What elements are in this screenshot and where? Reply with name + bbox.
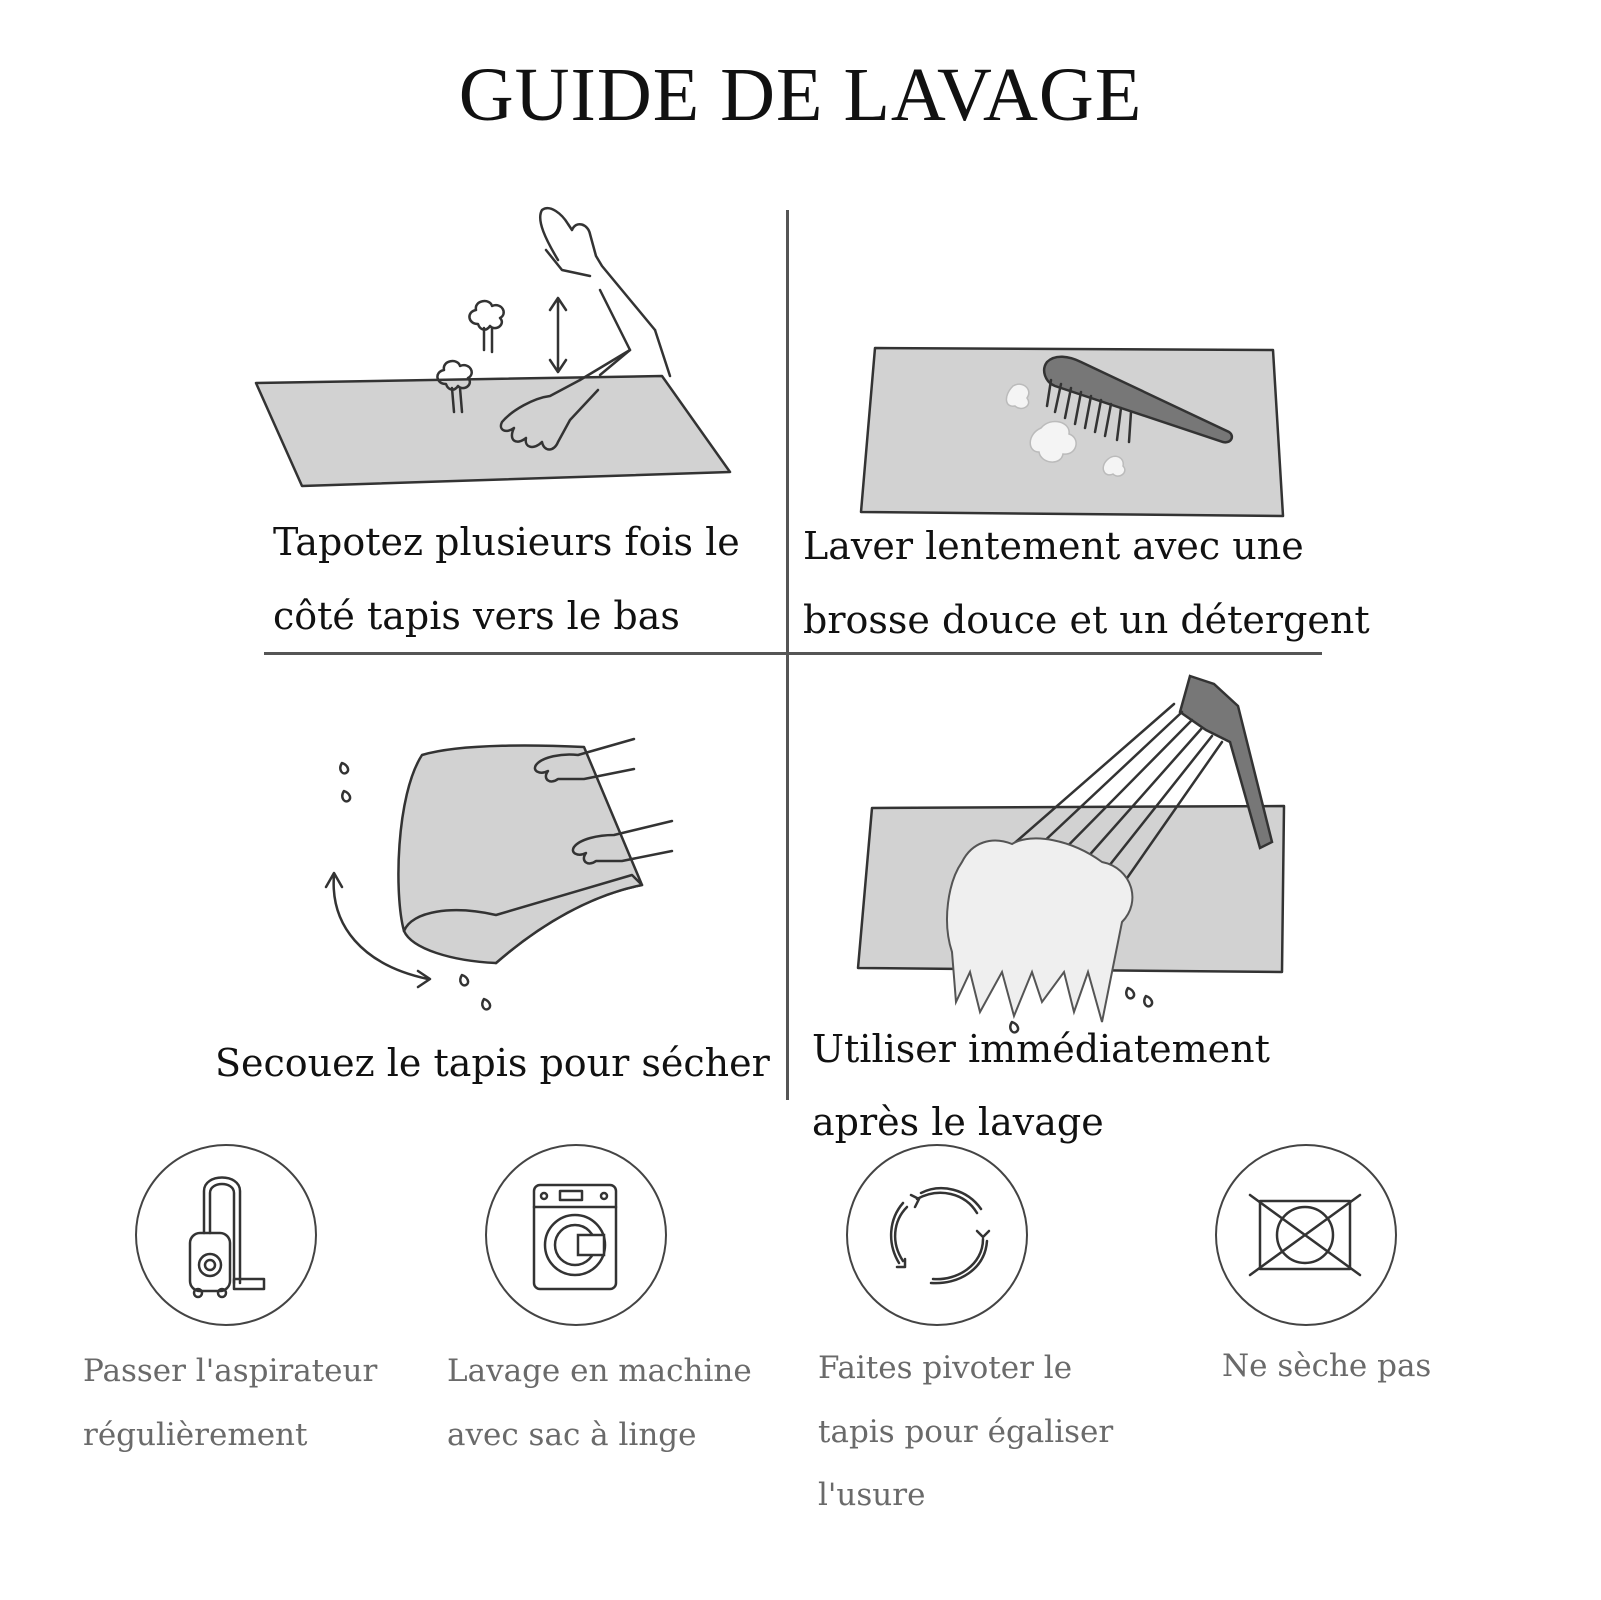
step-2-caption-line-2: brosse douce et un détergent: [803, 598, 1370, 642]
rotate-arrows-icon: [845, 1143, 1029, 1327]
page-title: GUIDE DE LAVAGE: [458, 53, 1143, 137]
step-1-caption-line-2: côté tapis vers le bas: [273, 594, 680, 638]
care-4-caption-line-1: Ne sèche pas: [1222, 1348, 1432, 1384]
step-3-caption-line-1: Secouez le tapis pour sécher: [215, 1041, 770, 1085]
step-1-caption-line-1: Tapotez plusieurs fois le: [273, 520, 740, 564]
care-1-caption-line-1: Passer l'aspirateur: [83, 1353, 378, 1389]
care-3-caption-line-3: l'usure: [818, 1477, 926, 1513]
care-1-caption-line-2: régulièrement: [83, 1417, 308, 1453]
shower-rinse-rug-icon: [852, 672, 1302, 1042]
care-2-caption-line-1: Lavage en machine: [447, 1353, 752, 1389]
care-2-caption-line-2: avec sac à linge: [447, 1417, 697, 1453]
care-3-caption-line-2: tapis pour égaliser: [818, 1414, 1114, 1450]
care-3-caption-line-1: Faites pivoter le: [818, 1350, 1073, 1386]
patting-hand-rug-icon: [250, 200, 740, 500]
step-2-caption-line-1: Laver lentement avec une: [803, 524, 1304, 568]
vacuum-cleaner-icon: [134, 1143, 318, 1327]
step-4-caption-line-2: après le lavage: [812, 1100, 1104, 1144]
vertical-divider: [786, 210, 789, 1100]
shaking-rug-icon: [322, 735, 692, 1025]
do-not-tumble-dry-icon: [1214, 1143, 1398, 1327]
step-4-caption-line-1: Utiliser immédiatement: [812, 1027, 1270, 1071]
washing-machine-icon: [484, 1143, 668, 1327]
brush-rug-icon: [855, 340, 1295, 520]
